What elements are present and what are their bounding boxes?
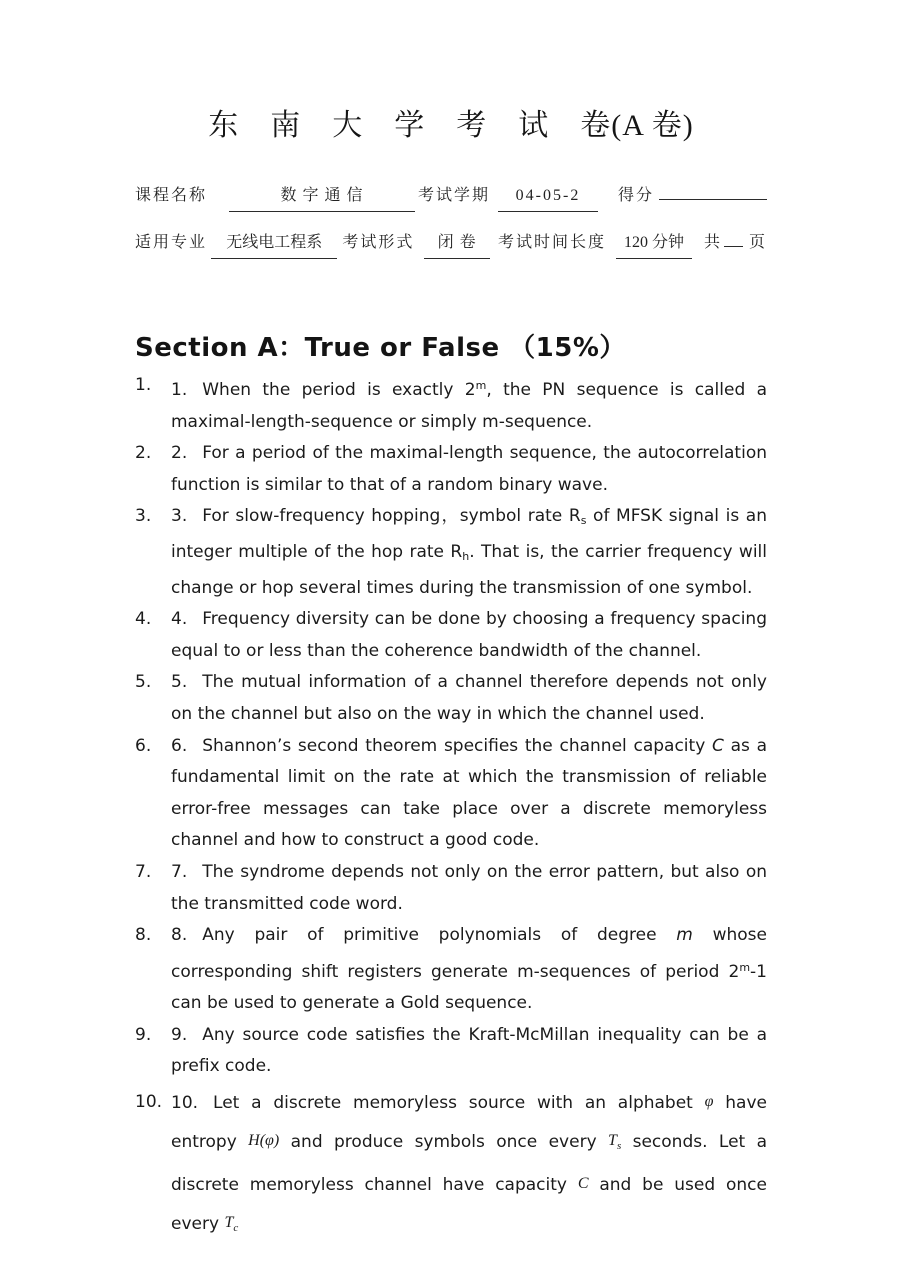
- score-blank-field: [659, 196, 767, 200]
- question-marker: 7.: [135, 861, 152, 882]
- question-marker: 6.: [135, 735, 152, 756]
- question-item-2: [135, 438, 767, 501]
- semester-label: 考试学期: [418, 187, 491, 204]
- form-row-2: [135, 231, 767, 259]
- question-text: The syndrome depends not only on the error pattern, but also on the transmitted code word.: [171, 861, 767, 914]
- question-text: Let a discrete memoryless source with an alphabet φ have entropy H(φ) and produce symbols once every Ts seconds. Let a discrete memoryless channel have capacity C and be used once every Tc: [171, 1093, 768, 1235]
- question-number: 7.: [171, 861, 188, 882]
- exam-form-value: 闭 卷: [424, 231, 490, 259]
- question-item-6: [135, 731, 767, 857]
- exam-info-form: [135, 184, 767, 259]
- question-marker: 10.: [135, 1092, 163, 1113]
- question-marker: 4.: [135, 609, 152, 630]
- question-text: Shannon’s second theorem specifies the channel capacity C as a fundamental limit on the rate at which the transmission of reliable error-free messages can take place over a discrete memoryless channel and how to construct a good code.: [171, 735, 768, 851]
- duration-value: 120 分钟: [616, 231, 692, 259]
- duration-label: 考试时间长度: [497, 234, 606, 251]
- question-number: 4.: [171, 609, 188, 630]
- question-text: Frequency diversity can be done by choosing a frequency spacing equal to or less than the coherence bandwidth of the channel.: [171, 609, 767, 661]
- question-number: 5.: [171, 672, 188, 693]
- section-a-heading: Section A：True or False （15%）: [135, 333, 626, 363]
- question-item-4: [135, 604, 767, 667]
- question-number: 1.: [171, 380, 188, 400]
- question-marker: 5.: [135, 672, 152, 693]
- question-item-10: [135, 1083, 767, 1247]
- question-item-9: [135, 1020, 767, 1083]
- question-item-5: [135, 667, 767, 730]
- question-number: 2.: [171, 443, 188, 464]
- question-marker: 1.: [135, 375, 152, 395]
- page-count-blank-field: [724, 243, 743, 247]
- course-name-label: 课程名称: [135, 187, 208, 204]
- major-value: 无线电工程系: [211, 231, 337, 259]
- question-text: The mutual information of a channel therefore depends not only on the channel but also on the way in which the channel used.: [171, 672, 767, 724]
- question-number: 3.: [171, 506, 188, 527]
- total-label: 共: [703, 234, 722, 251]
- score-label: 得分: [618, 187, 655, 204]
- major-label: 适用专业: [135, 234, 208, 251]
- exam-form-label: 考试形式: [342, 234, 415, 251]
- question-number: 8.: [171, 925, 188, 946]
- question-text: For slow-frequency hopping，symbol rate Rs of MFSK signal is an integer multiple of the hop rate Rh. That is, the carrier frequency will change or hop several times during the transmission of one symbol.: [171, 506, 767, 598]
- question-marker: 8.: [135, 925, 152, 946]
- page-title: 东 南 大 学 考 试 卷(A 卷): [208, 109, 694, 142]
- course-name-value: 数 字 通 信: [229, 184, 415, 212]
- question-text: For a period of the maximal-length sequence, the autocorrelation function is similar to that of a random binary wave.: [171, 443, 767, 495]
- question-item-8: [135, 920, 767, 1020]
- question-marker: 9.: [135, 1024, 152, 1045]
- form-row-1: [135, 184, 767, 212]
- question-text: Any source code satisfies the Kraft-McMillan inequality can be a prefix code.: [171, 1024, 767, 1077]
- question-text: When the period is exactly 2$^m$, the PN sequence is called a maximal-length-sequence or simply m-sequence.: [171, 379, 767, 432]
- question-number: 10.: [171, 1093, 199, 1114]
- question-number: 9.: [171, 1024, 188, 1045]
- semester-value: 04-05-2: [498, 184, 598, 212]
- question-number: 6.: [171, 735, 188, 756]
- question-marker: 3.: [135, 506, 152, 527]
- question-item-7: [135, 857, 767, 920]
- question-item-3: [135, 501, 767, 604]
- pages-label: 页: [748, 234, 767, 251]
- question-list: [135, 370, 767, 1247]
- question-text: Any pair of primitive polynomials of degree m whose corresponding shift registers generate m-sequences of period 2$^m$-1 can be used to generate a Gold sequence.: [171, 925, 767, 1014]
- question-marker: 2.: [135, 443, 152, 464]
- question-item-1: [135, 370, 767, 438]
